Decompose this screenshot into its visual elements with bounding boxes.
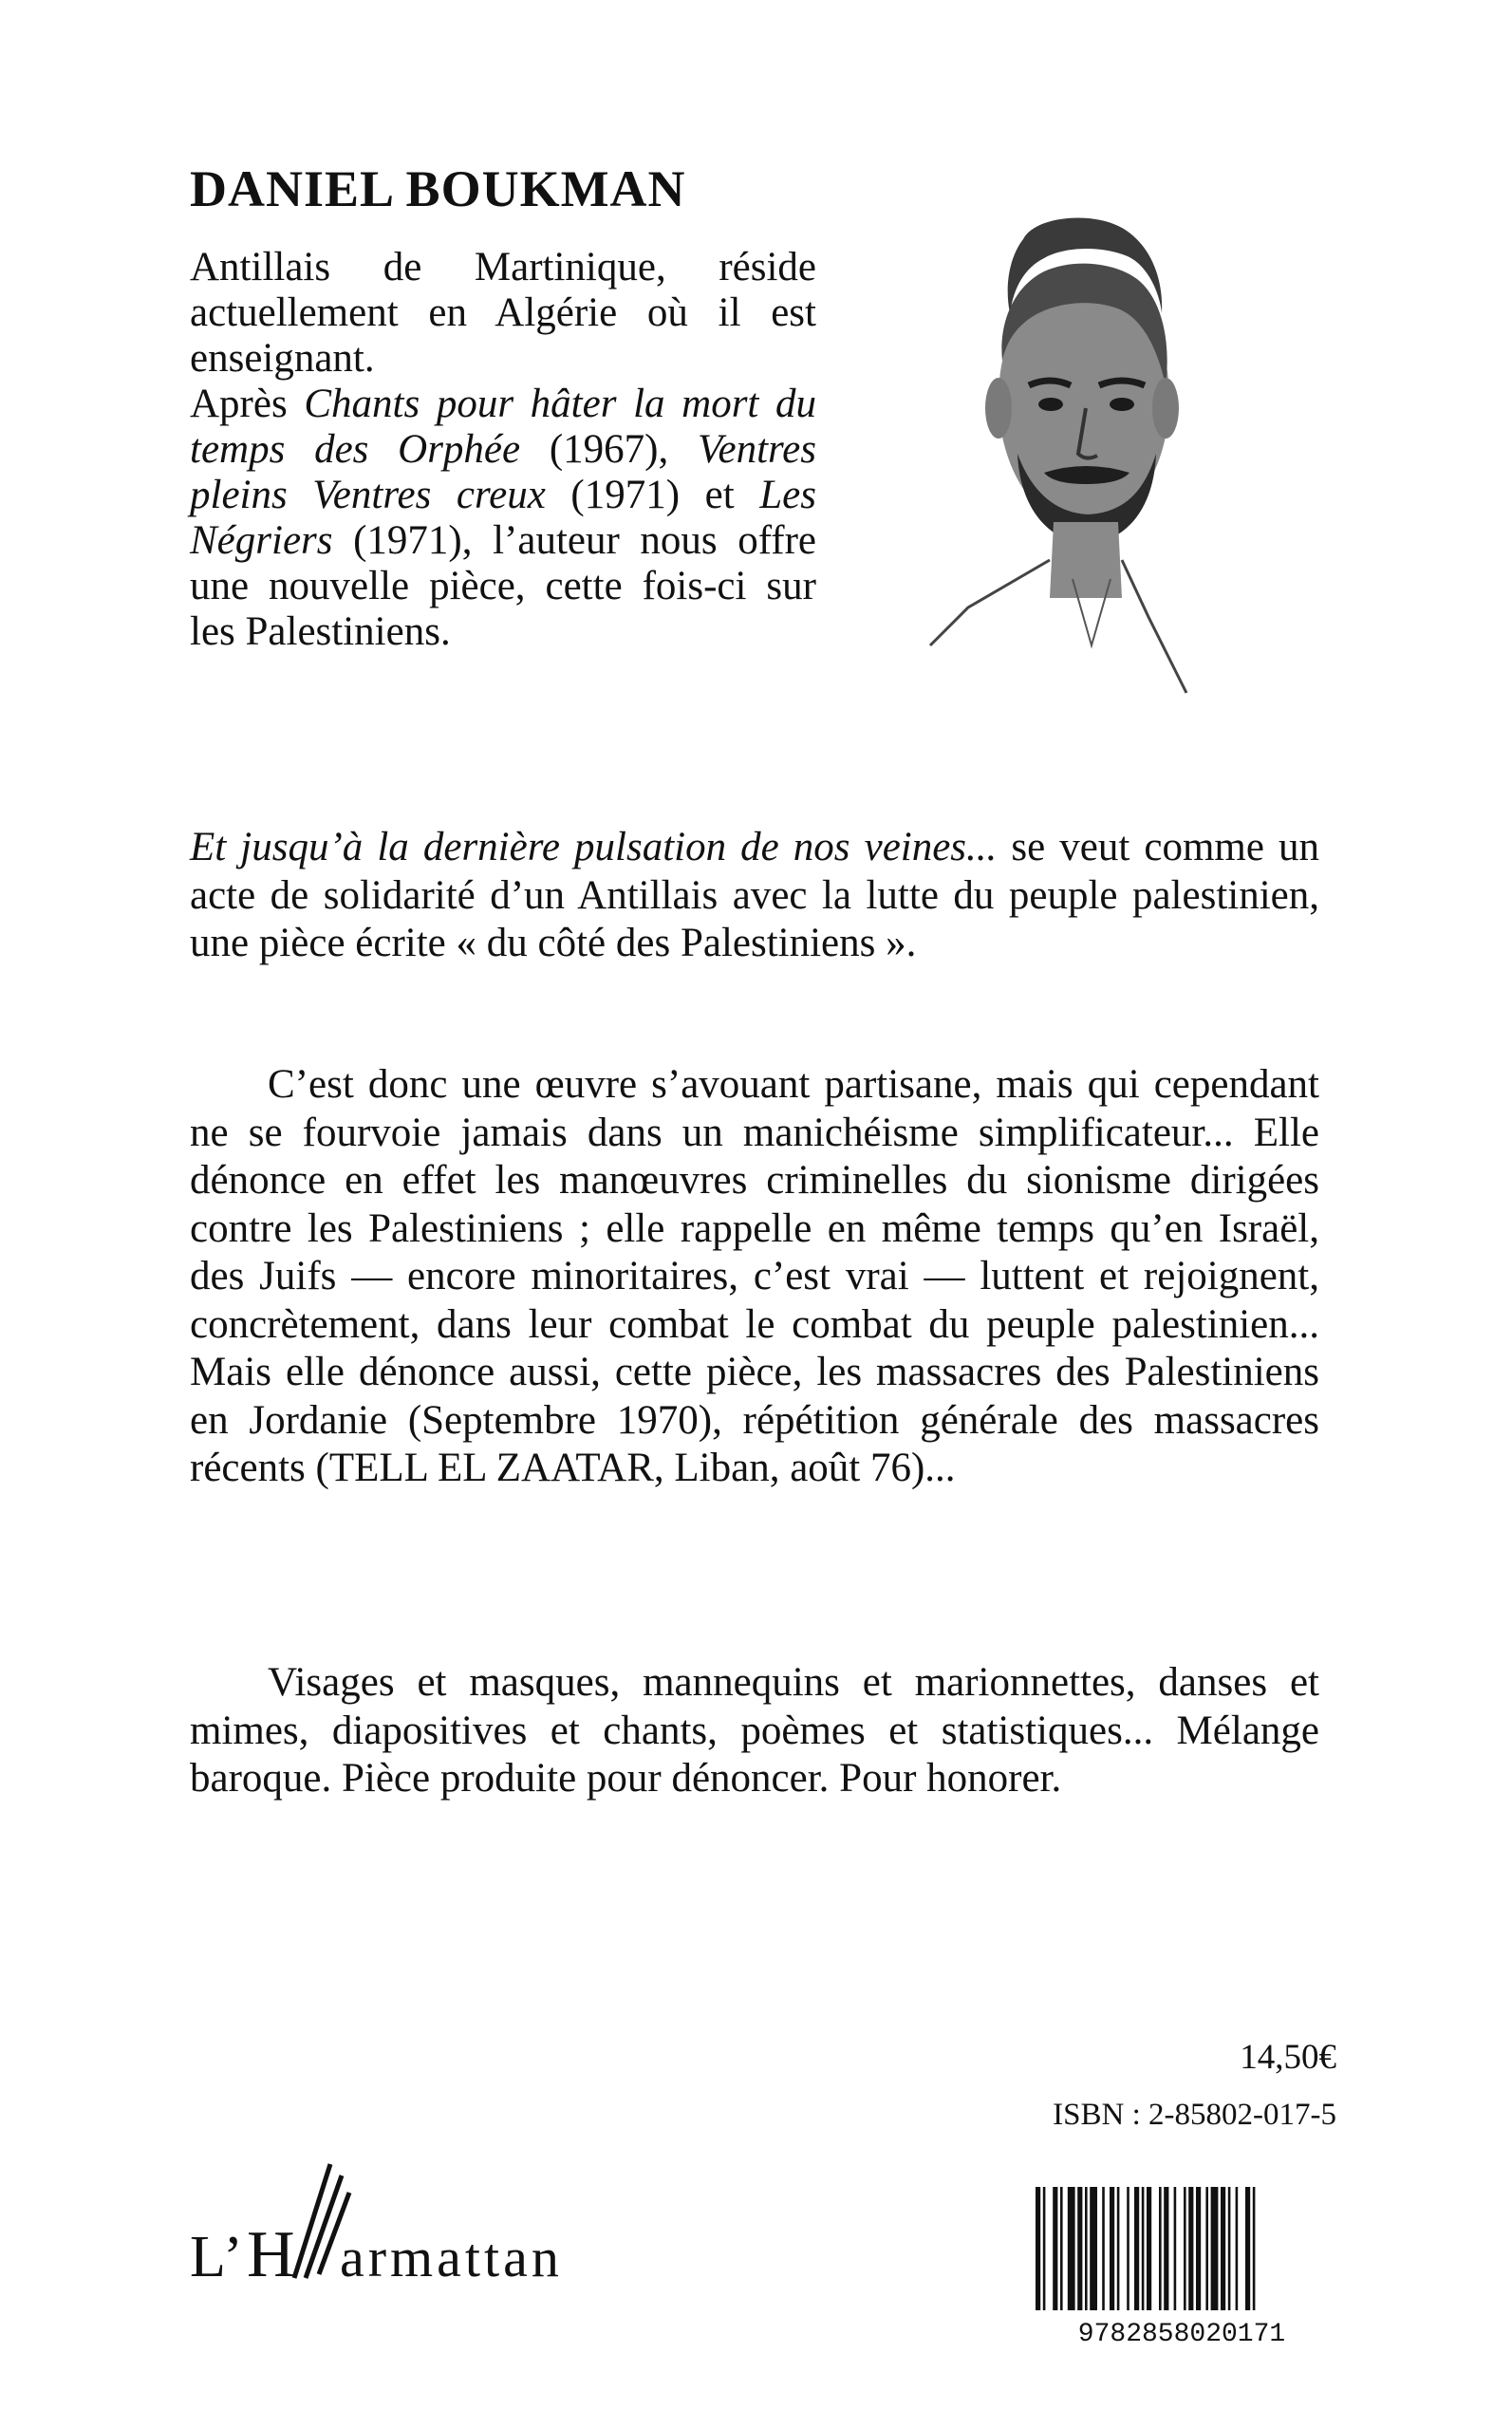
barcode-bar <box>1142 2187 1145 2310</box>
barcode-bar <box>1188 2187 1193 2310</box>
author-name: DANIEL BOUKMAN <box>190 160 686 217</box>
barcode-bar <box>1036 2187 1040 2310</box>
barcode-bar <box>1068 2187 1075 2310</box>
play-title: Et jusqu’à la dernière pulsation de nos veines... <box>190 825 998 869</box>
barcode-bar <box>1102 2187 1105 2310</box>
author-bio <box>190 245 816 654</box>
barcode-bar <box>1205 2187 1208 2310</box>
barcode-bar <box>1211 2187 1219 2310</box>
work-title: Les Négriers <box>190 472 816 563</box>
work-title: Ventres pleins Ventres creux <box>190 426 816 517</box>
barcode-bar <box>1127 2187 1129 2310</box>
barcode-bar <box>1159 2187 1162 2310</box>
author-portrait <box>911 199 1215 712</box>
barcode-bar <box>1134 2187 1139 2310</box>
price: 14,50€ <box>1240 2038 1336 2077</box>
barcode-bar <box>1053 2187 1057 2310</box>
barcode-bar <box>1174 2187 1177 2310</box>
barcode-bar <box>1228 2187 1231 2310</box>
work-title: Chants pour hâter la mort du temps des Orphée <box>190 381 816 472</box>
barcode-bar <box>1196 2187 1201 2310</box>
barcode-bar <box>1043 2187 1046 2310</box>
paragraph-2: C’est donc une œuvre s’avouant partisane, mais qui cependant ne se fourvoie jamais dans un manichéisme simplificateur... Elle dénonce en effet les manœuvres criminelles du sionisme dirigées contre les Palestiniens ; elle rappelle en même temps qu’en Israël, des Juifs — encore minoritaires, c’est vrai — luttent et rejoignent, concrètement, dans leur combat le combat du peuple palestinien... Mais elle dénonce aussi, cette pièce, les massacres des Palestiniens en Jordanie (Septembre 1970), répétition générale des massacres récents (TELL EL ZAATAR, Liban, août 76)... <box>190 1062 1319 1491</box>
barcode-bar <box>1184 2187 1186 2310</box>
barcode-bar <box>1117 2187 1120 2310</box>
svg-text:armattan: armattan <box>340 2227 563 2288</box>
barcode-bar <box>1085 2187 1088 2310</box>
barcode-bar <box>1110 2187 1114 2310</box>
isbn: ISBN : 2-85802-017-5 <box>1053 2098 1336 2132</box>
barcode-bar <box>1245 2187 1250 2310</box>
barcode-bar <box>1147 2187 1151 2310</box>
barcode-bar <box>1090 2187 1097 2310</box>
svg-text:L’: L’ <box>190 2225 246 2289</box>
barcode-bar <box>1221 2187 1225 2310</box>
barcode-bar <box>1164 2187 1168 2310</box>
bio-works: Après Chants pour hâter la mort du temps des Orphée (1967), Ventres pleins Ventres creux (1971) et Les Négriers (1971), l’auteur nous offre une nouvelle pièce, cette fois-ci sur les Palestiniens. <box>190 381 816 654</box>
barcode-bar <box>1253 2187 1256 2310</box>
barcode-digits: 9782858020171 <box>1077 2320 1286 2344</box>
paragraph-1: Et jusqu’à la dernière pulsation de nos veines... se veut comme un acte de solidarité d’un Antillais avec la lutte du peuple palestinien, une pièce écrite « du côté des Palestiniens ». <box>190 825 1319 966</box>
barcode-bar <box>1060 2187 1063 2310</box>
svg-text:H: H <box>247 2218 295 2291</box>
isbn-barcode <box>1030 2183 1334 2344</box>
barcode-bar <box>1077 2187 1082 2310</box>
paragraph-3: Visages et masques, mannequins et marionnettes, danses et mimes, diapositives et chants, poèmes et statistiques... Mélange baroque. Pièce produite pour dénoncer. Pour honorer. <box>190 1660 1319 1802</box>
bio-intro: Antillais de Martinique, réside actuellement en Algérie où il est enseignant. <box>190 245 816 381</box>
publisher-logo <box>188 2155 606 2297</box>
barcode-bar <box>1236 2187 1239 2310</box>
